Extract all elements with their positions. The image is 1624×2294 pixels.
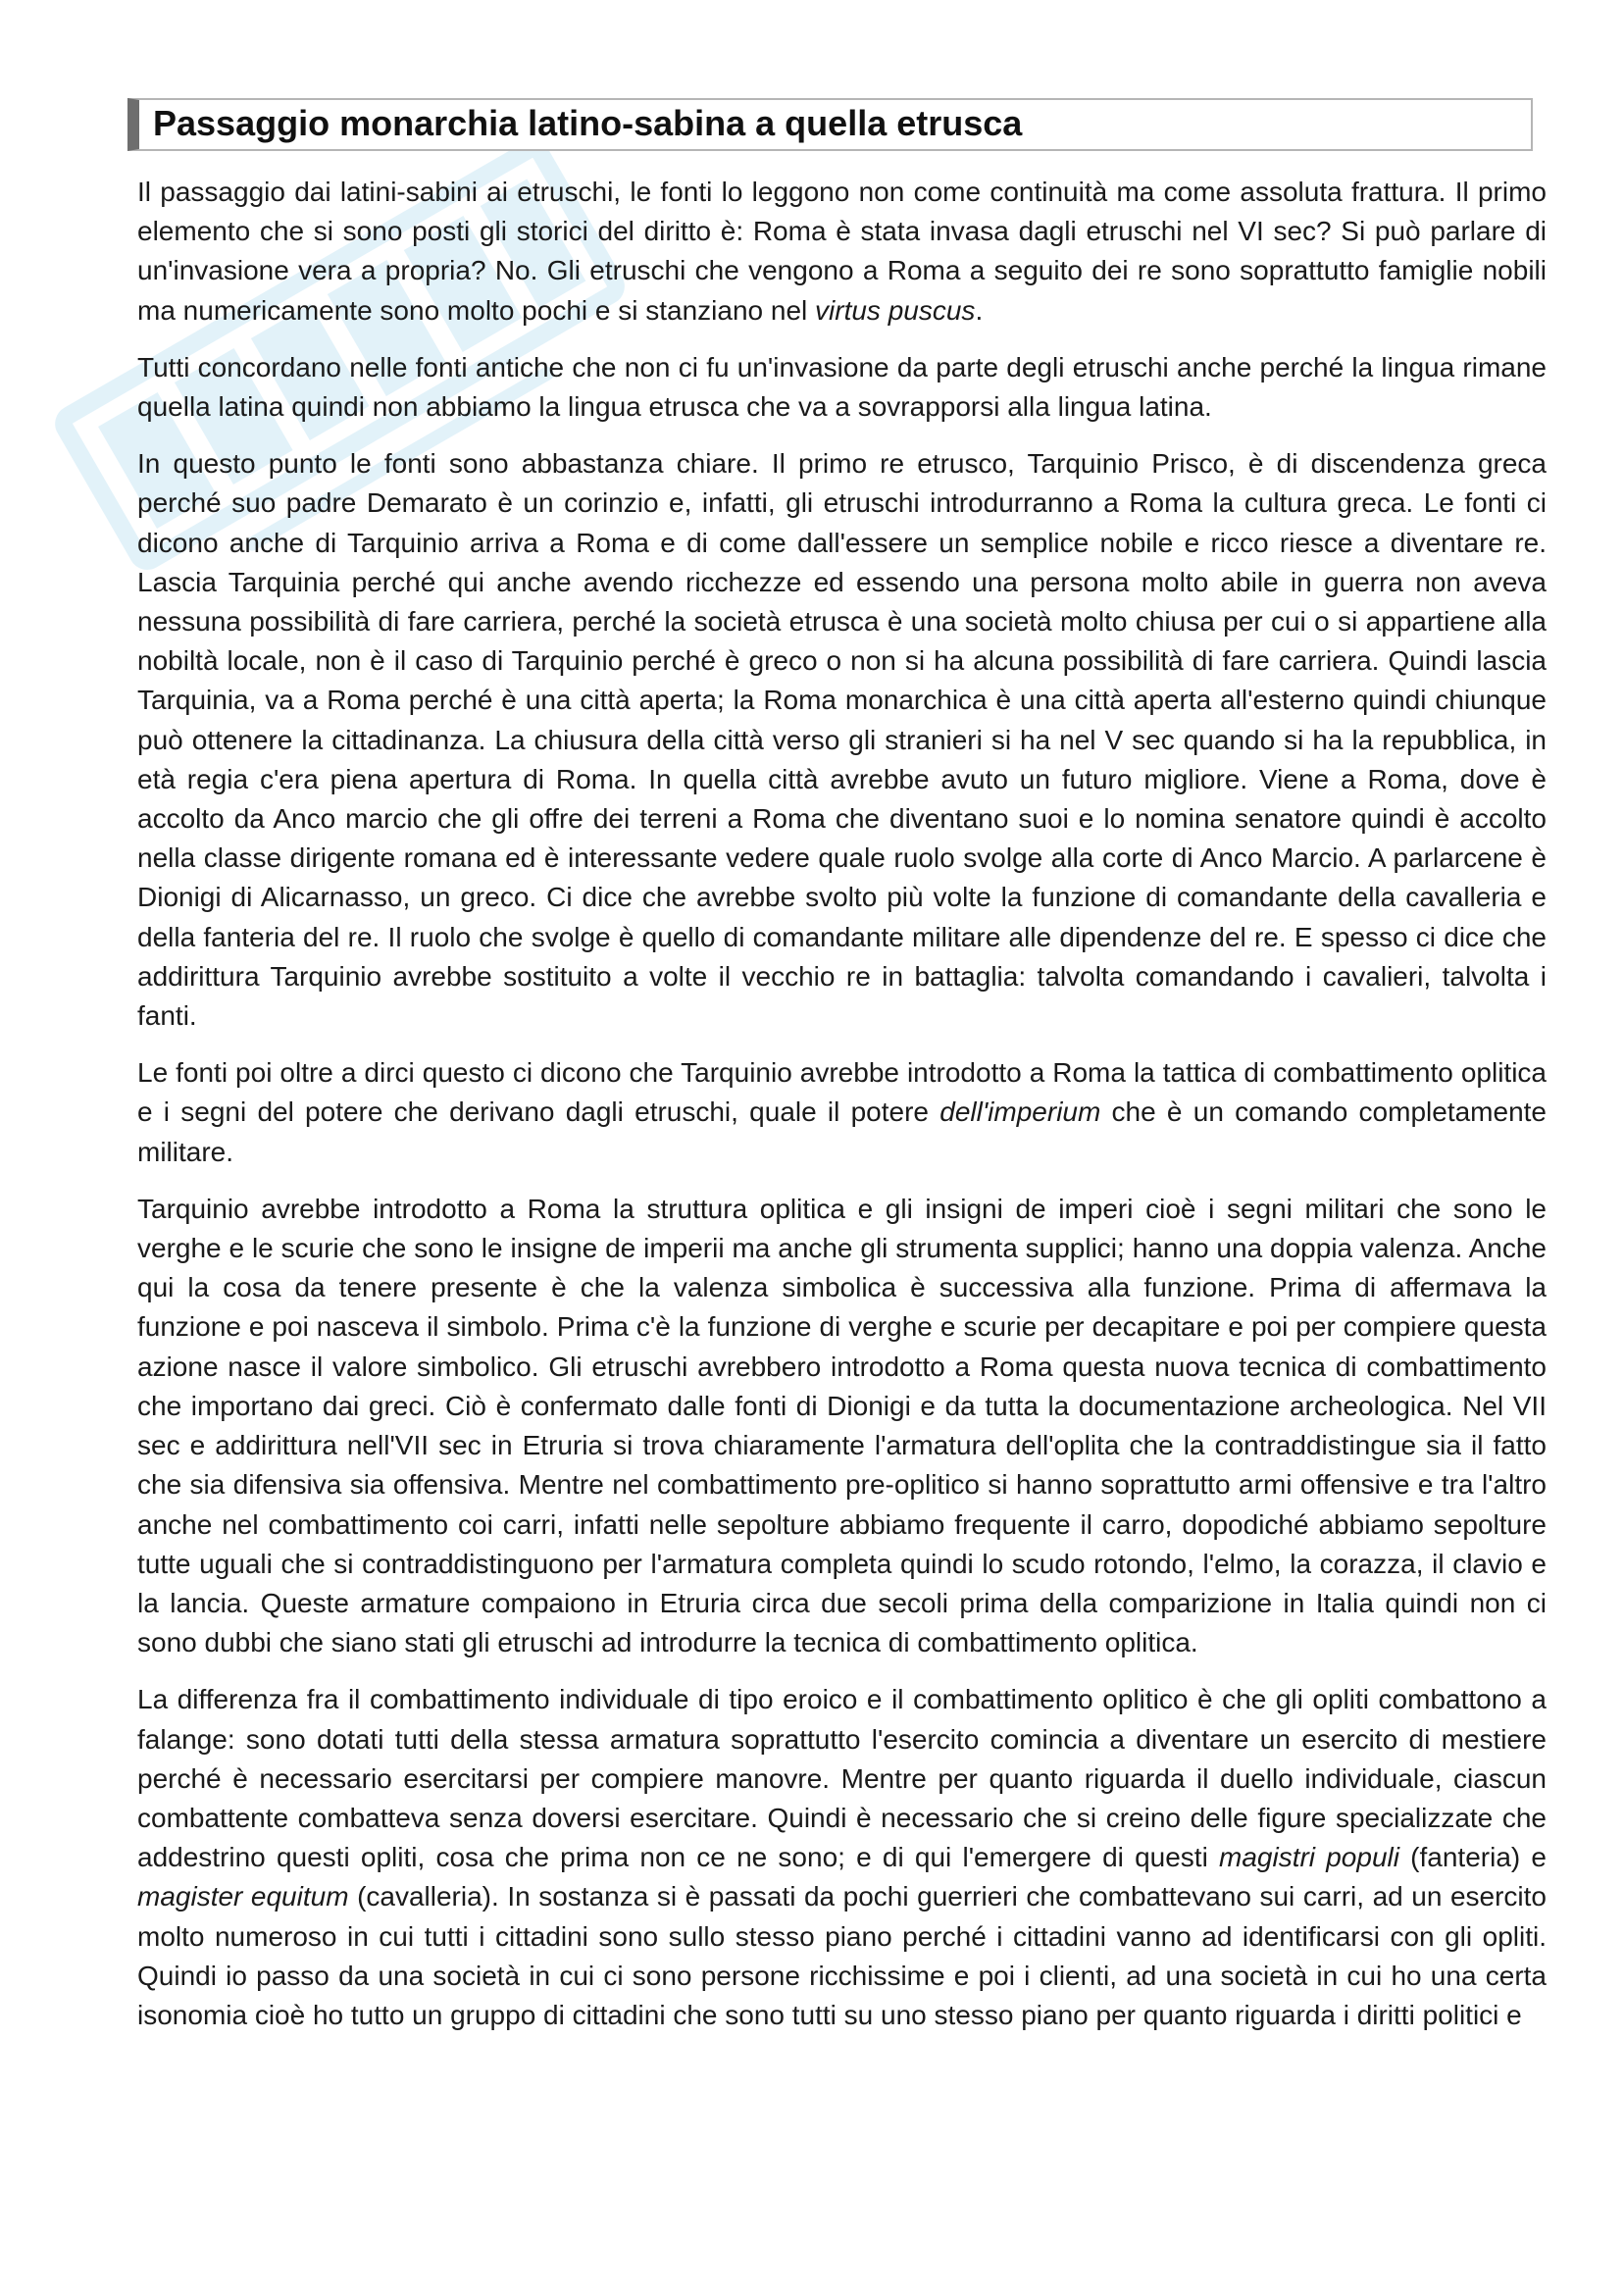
paragraph-text: Le fonti poi oltre a dirci questo ci dicono che Tarquinio avrebbe introdotto a Roma la tattica di combattimento oplitica e i segni del potere che derivano dagli etruschi, quale il potere — [137, 1057, 1547, 1128]
paragraph — [137, 1190, 1547, 1662]
document-page — [137, 98, 1547, 2053]
page-title: Passaggio monarchia latino-sabina a quella etrusca — [153, 103, 1023, 143]
paragraph-text: Tutti concordano nelle fonti antiche che non ci fu un'invasione da parte degli etruschi anche perché la lingua rimane quella latina quindi non abbiamo la lingua etrusca che va a sovrapporsi alla lingua latina. — [137, 351, 1547, 423]
paragraph-text: che è un comando completamente militare. — [137, 1096, 1547, 1167]
italic-term: magistri populi — [1219, 1842, 1399, 1873]
italic-term: dell'imperium — [939, 1096, 1101, 1128]
paragraph — [137, 444, 1547, 1036]
paragraph-text: Il passaggio dai latini-sabini ai etruschi, le fonti lo leggono non come continuità ma come assoluta frattura. Il primo elemento che si sono posti gli storici del diritto è: Roma è stata invasa dagli etruschi nel VI sec? Si può parlare di un'invasione vera a propria? No. Gli etruschi che vengono a Roma a seguito dei re sono soprattutto famiglie nobili ma numericamente sono molto pochi e si stanziano nel — [137, 177, 1547, 326]
paragraph-text: Tarquinio avrebbe introdotto a Roma la struttura oplitica e gli insigni de imperi cioè i segni militari che sono le verghe e le scurie che sono le insigne de imperii ma anche gli strumenta supplici; hanno una doppia valenza. Anche qui la cosa da tenere presente è che la valenza simbolica è successiva alla funzione. Prima di affermava la funzione e poi nasceva il simbolo. Prima c'è la funzione di verghe e scurie per decapitare e poi per compiere questa azione nasce il valore simbolico. Gli etruschi avrebbero introdotto a Roma questa nuova tecnica di combattimento che importano dai greci. Ciò è confermato dalle fonti di Dionigi e da tutta la documentazione archeologica. Nel VII sec e addirittura nell'VII sec in Etruria si trova chiaramente l'armatura dell'oplita che la contraddistingue sia il fatto che sia difensiva sia offensiva. Mentre nel combattimento pre-oplitico si hanno soprattutto armi offensive e tra l'altro anche nel combattimento coi carri, infatti nelle sepolture abbiamo frequente il carro, dopodiché abbiamo sepolture tutte uguali che si contraddistinguono per l'armatura completa quindi lo scudo rotondo, l'elmo, la corazza, il clavio e la lancia. Queste armature compaiono in Etruria circa due secoli prima della comparizione in Italia quindi non ci sono dubbi che siano stati gli etruschi ad introdurre la tecnica di combattimento oplitica. — [137, 1193, 1547, 1658]
paragraph — [137, 173, 1547, 331]
paragraph-text: (cavalleria). In sostanza si è passati da pochi guerrieri che combattevano sui carri, ad un esercito molto numeroso in cui tutti i cittadini sono sullo stesso piano perché i cittadini vanno ad identificarsi con gli opliti. Quindi io passo da una società in cui ci sono persone ricchissime e poi i clienti, ad una società in cui ho una certa isonomia cioè ho tutto un gruppo di cittadini che sono tutti su uno stesso piano per quanto riguarda i diritti politici e — [137, 1881, 1548, 2030]
paragraph — [137, 1680, 1547, 2035]
paragraph-text: La differenza fra il combattimento individuale di tipo eroico e il combattimento oplitico è che gli opliti combattono a falange: sono dotati tutti della stessa armatura soprattutto l'esercito comincia a diventare un esercito di mestiere perché è necessario esercitarsi per compiere manovre. Mentre per quanto riguarda il duello individuale, ciascun combattente combatteva senza doversi esercitare. Quindi è necessario che si creino delle figure specializzate che addestrino questi opliti, cosa che prima non ce ne sono; e di qui l'emergere di questi — [137, 1684, 1547, 1873]
italic-term: magister equitum — [137, 1881, 349, 1912]
heading-box — [127, 98, 1533, 151]
italic-term: virtus puscus — [815, 294, 976, 326]
paragraph — [137, 348, 1547, 427]
paragraph-text: . — [975, 294, 984, 326]
paragraph-text: In questo punto le fonti sono abbastanza chiare. Il primo re etrusco, Tarquinio Prisco, è di discendenza greca perché suo padre Demarato è un corinzio e, infatti, gli etruschi introdurranno a Roma la cultura greca. Le fonti ci dicono anche di Tarquinio arriva a Roma e di come dall'essere un semplice nobile e ricco riesce a diventare re. Lascia Tarquinia perché qui anche avendo ricchezze ed essendo una persona molto abile in guerra non aveva nessuna possibilità di fare carriera, perché la società etrusca è una società molto chiusa per cui o si appartiene alla nobiltà locale, non è il caso di Tarquinio perché è greco o non si ha alcuna possibilità di fare carriera. Quindi lascia Tarquinia, va a Roma perché è una città aperta; la Roma monarchica è una città aperta all'esterno quindi chiunque può ottenere la cittadinanza. La chiusura della città verso gli stranieri si ha nel V sec quando si ha la repubblica, in età regia c'era piena apertura di Roma. In quella città avrebbe avuto un futuro migliore. Viene a Roma, dove è accolto da Anco marcio che gli offre dei terreni a Roma che diventano suoi e lo nomina senatore quindi è accolto nella classe dirigente romana ed è interessante vedere quale ruolo svolge alla corte di Anco Marcio. A parlarcene è Dionigi di Alicarnasso, un greco. Ci dice che avrebbe svolto più volte la funzione di comandante della cavalleria e della fanteria del re. Il ruolo che svolge è quello di comandante militare alle dipendenze del re. E spesso ci dice che addirittura Tarquinio avrebbe sostituito a volte il vecchio re in battaglia: talvolta comandando i cavalieri, talvolta i fanti. — [137, 448, 1547, 1032]
paragraph-text: (fanteria) e — [1398, 1842, 1547, 1873]
paragraph — [137, 1053, 1547, 1172]
document-body — [137, 173, 1547, 2035]
